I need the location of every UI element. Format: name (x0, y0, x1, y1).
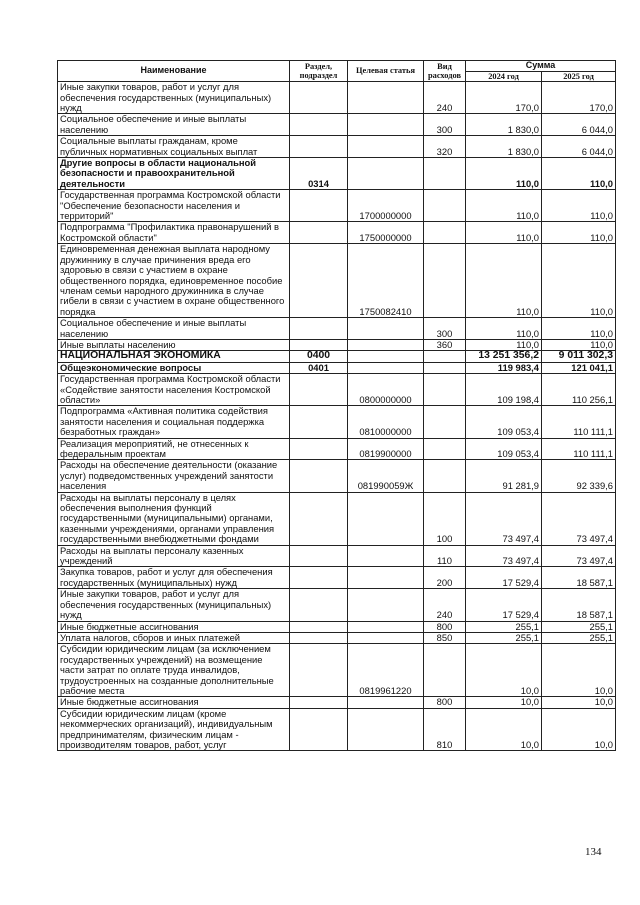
table-row (58, 708, 616, 751)
cell-2024: 10,0 (466, 644, 542, 697)
table-row (58, 697, 616, 708)
cell-target (348, 136, 424, 158)
cell-name: Иные бюджетные ассигнования (58, 621, 290, 632)
cell-target: 081990059Ж (348, 460, 424, 492)
cell-2025: 121 041,1 (542, 362, 616, 373)
cell-section (290, 567, 348, 589)
cell-section (290, 244, 348, 318)
cell-target (348, 82, 424, 114)
cell-2025: 6 044,0 (542, 114, 616, 136)
cell-name: Реализация мероприятий, не отнесенных к федеральным проектам (58, 438, 290, 460)
cell-kind: 300 (424, 114, 466, 136)
cell-2025: 9 011 302,3 (542, 351, 616, 362)
cell-target (348, 708, 424, 751)
cell-section (290, 406, 348, 438)
cell-name: Общеэкономические вопросы (58, 362, 290, 373)
cell-section (290, 644, 348, 697)
cell-2024: 13 251 356,2 (466, 351, 542, 362)
cell-target: 0810000000 (348, 406, 424, 438)
table-row (58, 567, 616, 589)
cell-kind (424, 644, 466, 697)
cell-kind: 200 (424, 567, 466, 589)
cell-section (290, 82, 348, 114)
cell-section (290, 460, 348, 492)
cell-name: Иные закупки товаров, работ и услуг для обеспечения государственных (муниципальных) нужд (58, 82, 290, 114)
cell-name: Расходы на выплаты персоналу казенных учреждений (58, 545, 290, 567)
cell-2025: 18 587,1 (542, 589, 616, 621)
cell-name: Социальные выплаты гражданам, кроме публичных нормативных социальных выплат (58, 136, 290, 158)
cell-2025: 73 497,4 (542, 545, 616, 567)
cell-2025: 110,0 (542, 158, 616, 190)
cell-2025: 255,1 (542, 632, 616, 643)
header-section: Раздел, подраздел (290, 61, 348, 82)
cell-section: 0400 (290, 351, 348, 362)
cell-target (348, 351, 424, 362)
cell-target: 1700000000 (348, 190, 424, 222)
cell-kind (424, 438, 466, 460)
table-row (58, 644, 616, 697)
table-row (58, 374, 616, 406)
cell-2025: 170,0 (542, 82, 616, 114)
cell-target (348, 545, 424, 567)
cell-2024: 10,0 (466, 697, 542, 708)
budget-table (57, 60, 616, 751)
table-row (58, 136, 616, 158)
cell-target: 0819900000 (348, 438, 424, 460)
cell-kind (424, 460, 466, 492)
table-row (58, 632, 616, 643)
cell-2024: 170,0 (466, 82, 542, 114)
cell-kind: 100 (424, 492, 466, 545)
cell-2025: 110 111,1 (542, 438, 616, 460)
cell-2024: 119 983,4 (466, 362, 542, 373)
cell-target (348, 589, 424, 621)
cell-kind (424, 362, 466, 373)
cell-name: Государственная программа Костромской области "Обеспечение безопасности населения и территорий" (58, 190, 290, 222)
table-row (58, 158, 616, 190)
cell-2024: 110,0 (466, 190, 542, 222)
cell-kind (424, 406, 466, 438)
cell-2025: 110,0 (542, 318, 616, 340)
cell-2024: 91 281,9 (466, 460, 542, 492)
cell-2024: 110,0 (466, 222, 542, 244)
table-body (58, 82, 616, 751)
cell-name: Закупка товаров, работ и услуг для обеспечения государственных (муниципальных) нужд (58, 567, 290, 589)
cell-kind: 240 (424, 589, 466, 621)
cell-2024: 1 830,0 (466, 136, 542, 158)
cell-2025: 110 256,1 (542, 374, 616, 406)
cell-target (348, 632, 424, 643)
cell-2025: 255,1 (542, 621, 616, 632)
cell-2024: 17 529,4 (466, 567, 542, 589)
cell-name: Иные бюджетные ассигнования (58, 697, 290, 708)
cell-2024: 109 198,4 (466, 374, 542, 406)
cell-section (290, 190, 348, 222)
header-year-2025: 2025 год (542, 71, 616, 82)
cell-2025: 10,0 (542, 644, 616, 697)
cell-kind: 800 (424, 697, 466, 708)
cell-2025: 110,0 (542, 222, 616, 244)
cell-target: 1750082410 (348, 244, 424, 318)
cell-name: Подпрограмма «Активная политика содействия занятости населения и социальная поддержка безработных граждан» (58, 406, 290, 438)
table-row (58, 545, 616, 567)
cell-target: 0800000000 (348, 374, 424, 406)
table-row (58, 460, 616, 492)
cell-section (290, 318, 348, 340)
cell-target (348, 318, 424, 340)
cell-kind (424, 158, 466, 190)
cell-section (290, 632, 348, 643)
table-row (58, 351, 616, 362)
table-row (58, 318, 616, 340)
cell-section (290, 222, 348, 244)
page-number: 134 (585, 846, 602, 858)
cell-target (348, 567, 424, 589)
budget-table-sheet (57, 60, 615, 751)
header-target: Целевая статья (348, 61, 424, 82)
table-row (58, 406, 616, 438)
cell-2024: 73 497,4 (466, 492, 542, 545)
cell-kind (424, 190, 466, 222)
cell-target (348, 339, 424, 350)
header-sum: Сумма (466, 61, 616, 72)
table-row (58, 244, 616, 318)
cell-kind: 320 (424, 136, 466, 158)
cell-section: 0314 (290, 158, 348, 190)
cell-2025: 10,0 (542, 708, 616, 751)
header-kind: Вид расходов (424, 61, 466, 82)
cell-section (290, 339, 348, 350)
cell-target (348, 158, 424, 190)
cell-2025: 110,0 (542, 244, 616, 318)
table-row (58, 589, 616, 621)
cell-2025: 6 044,0 (542, 136, 616, 158)
cell-2025: 92 339,6 (542, 460, 616, 492)
cell-kind (424, 374, 466, 406)
cell-name: Расходы на обеспечение деятельности (оказание услуг) подведомственных учреждений занятости населения (58, 460, 290, 492)
cell-name: Социальное обеспечение и иные выплаты населению (58, 318, 290, 340)
table-row (58, 190, 616, 222)
cell-name: Другие вопросы в области национальной безопасности и правоохранительной деятельности (58, 158, 290, 190)
cell-kind: 800 (424, 621, 466, 632)
cell-section (290, 697, 348, 708)
cell-2025: 110 111,1 (542, 406, 616, 438)
cell-target (348, 492, 424, 545)
cell-kind (424, 351, 466, 362)
cell-kind: 360 (424, 339, 466, 350)
cell-section (290, 621, 348, 632)
cell-name: Социальное обеспечение и иные выплаты населению (58, 114, 290, 136)
cell-2025: 73 497,4 (542, 492, 616, 545)
cell-2024: 1 830,0 (466, 114, 542, 136)
cell-kind (424, 244, 466, 318)
cell-section (290, 589, 348, 621)
cell-section (290, 545, 348, 567)
cell-section (290, 492, 348, 545)
table-row (58, 621, 616, 632)
table-row (58, 82, 616, 114)
cell-section (290, 374, 348, 406)
cell-section (290, 438, 348, 460)
table-row (58, 339, 616, 350)
cell-2024: 73 497,4 (466, 545, 542, 567)
cell-2024: 109 053,4 (466, 406, 542, 438)
cell-kind: 850 (424, 632, 466, 643)
table-row (58, 222, 616, 244)
cell-2025: 10,0 (542, 697, 616, 708)
cell-name: Расходы на выплаты персоналу в целях обеспечения выполнения функций государственными (муниципальными) органами, казенными учреждениями, органами управления государственными внебюджетными фондами (58, 492, 290, 545)
table-row (58, 114, 616, 136)
cell-2024: 255,1 (466, 621, 542, 632)
cell-2024: 110,0 (466, 339, 542, 350)
cell-kind: 110 (424, 545, 466, 567)
cell-2025: 110,0 (542, 190, 616, 222)
cell-2024: 110,0 (466, 318, 542, 340)
cell-target (348, 697, 424, 708)
header-row (58, 61, 616, 72)
cell-kind: 240 (424, 82, 466, 114)
cell-section (290, 708, 348, 751)
cell-kind (424, 222, 466, 244)
cell-2024: 109 053,4 (466, 438, 542, 460)
cell-target: 1750000000 (348, 222, 424, 244)
cell-name: Иные выплаты населению (58, 339, 290, 350)
cell-2024: 110,0 (466, 244, 542, 318)
cell-2025: 110,0 (542, 339, 616, 350)
header-year-2024: 2024 год (466, 71, 542, 82)
cell-name: Иные закупки товаров, работ и услуг для обеспечения государственных (муниципальных) нужд (58, 589, 290, 621)
cell-section (290, 114, 348, 136)
cell-2025: 18 587,1 (542, 567, 616, 589)
cell-2024: 10,0 (466, 708, 542, 751)
cell-target (348, 114, 424, 136)
cell-name: Субсидии юридическим лицам (за исключением государственных учреждений) на возмещение части затрат по оплате труда инвалидов, трудоустроенных на созданные дополнительные рабочие места (58, 644, 290, 697)
cell-target (348, 362, 424, 373)
cell-kind: 810 (424, 708, 466, 751)
table-row (58, 492, 616, 545)
cell-kind: 300 (424, 318, 466, 340)
cell-target (348, 621, 424, 632)
cell-section (290, 136, 348, 158)
cell-target: 0819961220 (348, 644, 424, 697)
header-name: Наименование (58, 61, 290, 82)
cell-name: Уплата налогов, сборов и иных платежей (58, 632, 290, 643)
cell-name: Государственная программа Костромской области «Содействие занятости населения Костромской области» (58, 374, 290, 406)
cell-name: Единовременная денежная выплата народному дружиннику в случае причинения вреда его здоровью в связи с участием в охране общественного порядка, единовременное пособие членам семьи народного дружинника в случае гибели в связи с участием в охране общественного порядка (58, 244, 290, 318)
table-row (58, 438, 616, 460)
cell-name: Подпрограмма "Профилактика правонарушений в Костромской области" (58, 222, 290, 244)
cell-section: 0401 (290, 362, 348, 373)
cell-2024: 110,0 (466, 158, 542, 190)
cell-2024: 17 529,4 (466, 589, 542, 621)
cell-name: НАЦИОНАЛЬНАЯ ЭКОНОМИКА (58, 351, 290, 362)
cell-2024: 255,1 (466, 632, 542, 643)
cell-name: Субсидии юридическим лицам (кроме некоммерческих организаций), индивидуальным предпринимателям, физическим лицам - производителям товаров, работ, услуг (58, 708, 290, 751)
table-row (58, 362, 616, 373)
